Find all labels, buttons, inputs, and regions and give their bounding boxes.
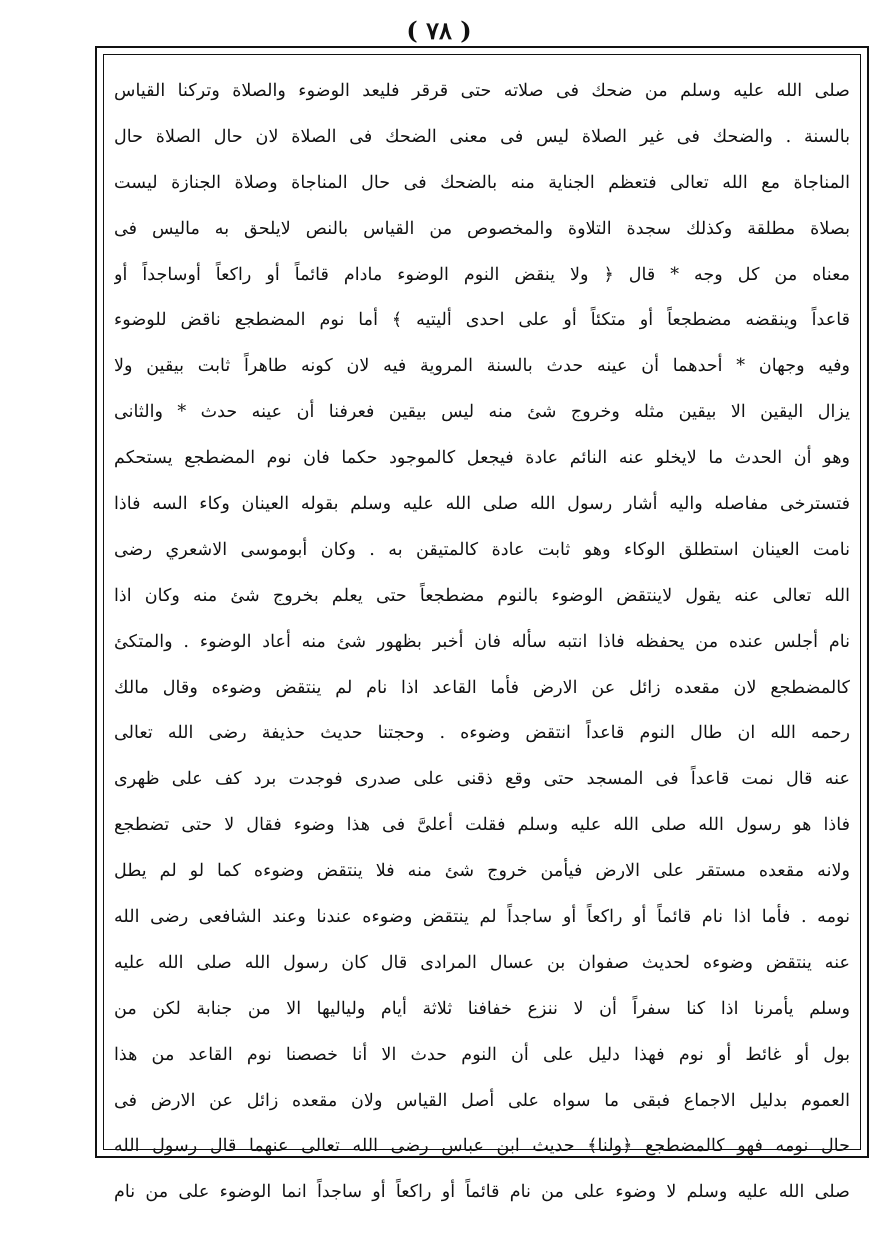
text-line: المناجاة مع الله تعالى فتعظم الجناية منه بالضحك فى حال المناجاة وصلاة الجنازة ليست [114, 172, 850, 193]
text-line: ولانه مقعده مستقر على الارض فيأمن خروج شئ منه فلا ينتقض وضوءه كما لو لم يطل [114, 861, 850, 882]
text-line: بالسنة . والضحك فى غير الصلاة ليس فى معنى الضحك فى الصلاة لان حال الصلاة حال [114, 126, 850, 147]
text-line: وفيه وجهان * أحدهما أن عينه حدث بالسنة المروية فيه لان كونه طاهراً ثابت بيقين ولا [114, 356, 850, 377]
text-line: قاعداً وينقضه مضطجعاً أو متكئاً أو على احدى أليتيه ﴾ أما نوم المضطجع ناقض للوضوء [114, 310, 850, 331]
text-line: فتسترخى مفاصله واليه أشار رسول الله صلى الله عليه وسلم بقوله العينان وكاء السه فاذا [114, 494, 850, 515]
text-line: رحمه الله ان طال النوم قاعداً انتقض وضوءه . وحجتنا حديث حذيفة رضى الله تعالى [114, 723, 850, 744]
text-line: فاذا هو رسول الله صلى الله عليه وسلم فقلت أعلىَّ فى هذا وضوء فقال لا حتى تضطجع [114, 815, 850, 836]
text-line: بول أو غائط أو نوم فهذا دليل على أن النوم حدث الا أنا خصصنا نوم القاعد من هذا [114, 1044, 850, 1065]
page-frame [95, 46, 869, 1203]
text-line: كالمضطجع لان مقعده زائل عن الارض فأما القاعد اذا نام لم ينتقض وضوءه وقال مالك [114, 677, 850, 698]
text-line: نومه . فأما اذا نام قائماً أو راكعاً أو ساجداً لم ينتقض وضوءه عندنا وعند الشافعى رضى الله [114, 907, 850, 928]
text-line: صلى الله عليه وسلم من ضحك فى صلاته حتى قرقر فليعد الوضوء والصلاة وتركنا القياس [114, 81, 850, 101]
text-line: وسلم يأمرنا اذا كنا سفراً أن لا ننزع خفافنا ثلاثة أيام ولياليها الا من جنابة لكن من [114, 998, 850, 1019]
text-line: العموم بدليل الاجماع فبقى ما سواه على أصل القياس ولان مقعده زائل عن الارض فى [114, 1090, 850, 1111]
page-frame-inner [103, 54, 861, 1203]
page-number: ( ٧٨ ) [406, 16, 472, 45]
text-line: عنه قال نمت قاعداً فى المسجد حتى وقع ذقنى على صدرى فوجدت برد كف على ظهرى [114, 769, 850, 790]
text-line: نام أجلس عنده من يحفظه فاذا انتبه سأله فان أخبر بظهور شئ منه أعاد الوضوء . والمتكئ [114, 631, 850, 652]
text-line: يزال اليقين الا بيقين مثله وخروج شئ منه ليس بيقين فعرفنا أن عينه حدث * والثانى [114, 402, 850, 423]
text-line: نامت العينان استطلق الوكاء وهو ثابت عادة كالمتيقن به . وكان أبوموسى الاشعري رضى [114, 539, 850, 560]
text-line: عنه ينتقض وضوءه لحديث صفوان بن عسال المرادى قال كان رسول الله صلى الله عليه [114, 952, 850, 973]
text-line: حال نومه فهو كالمضطجع ﴿ولنا﴾ حديث ابن عباس رضى الله تعالى عنهما قال رسول الله [114, 1136, 850, 1157]
text-line: وهو أن الحدث ما لايخلو عنه النائم عادة فيجعل كالموجود حكما فان نوم المضطجع يستحكم [114, 448, 850, 469]
text-line: بصلاة مطلقة وكذلك سجدة التلاوة والمخصوص من القياس بالنص لايلحق به ماليس فى [114, 218, 850, 239]
text-line: صلى الله عليه وسلم لا وضوء على من نام قائماً أو راكعاً أو ساجداً انما الوضوء على من نام [114, 1182, 850, 1203]
text-line: الله تعالى عنه يقول لاينتقض الوضوء بالنوم مضطجعاً حتى يعلم بخروج شئ منه وكان اذا [114, 585, 850, 606]
text-line: معناه من كل وجه * قال ﴿ ولا ينقض النوم الوضوء مادام قائماً أو راكعاً أوساجداً أو [114, 264, 850, 285]
text-block [114, 69, 850, 1216]
